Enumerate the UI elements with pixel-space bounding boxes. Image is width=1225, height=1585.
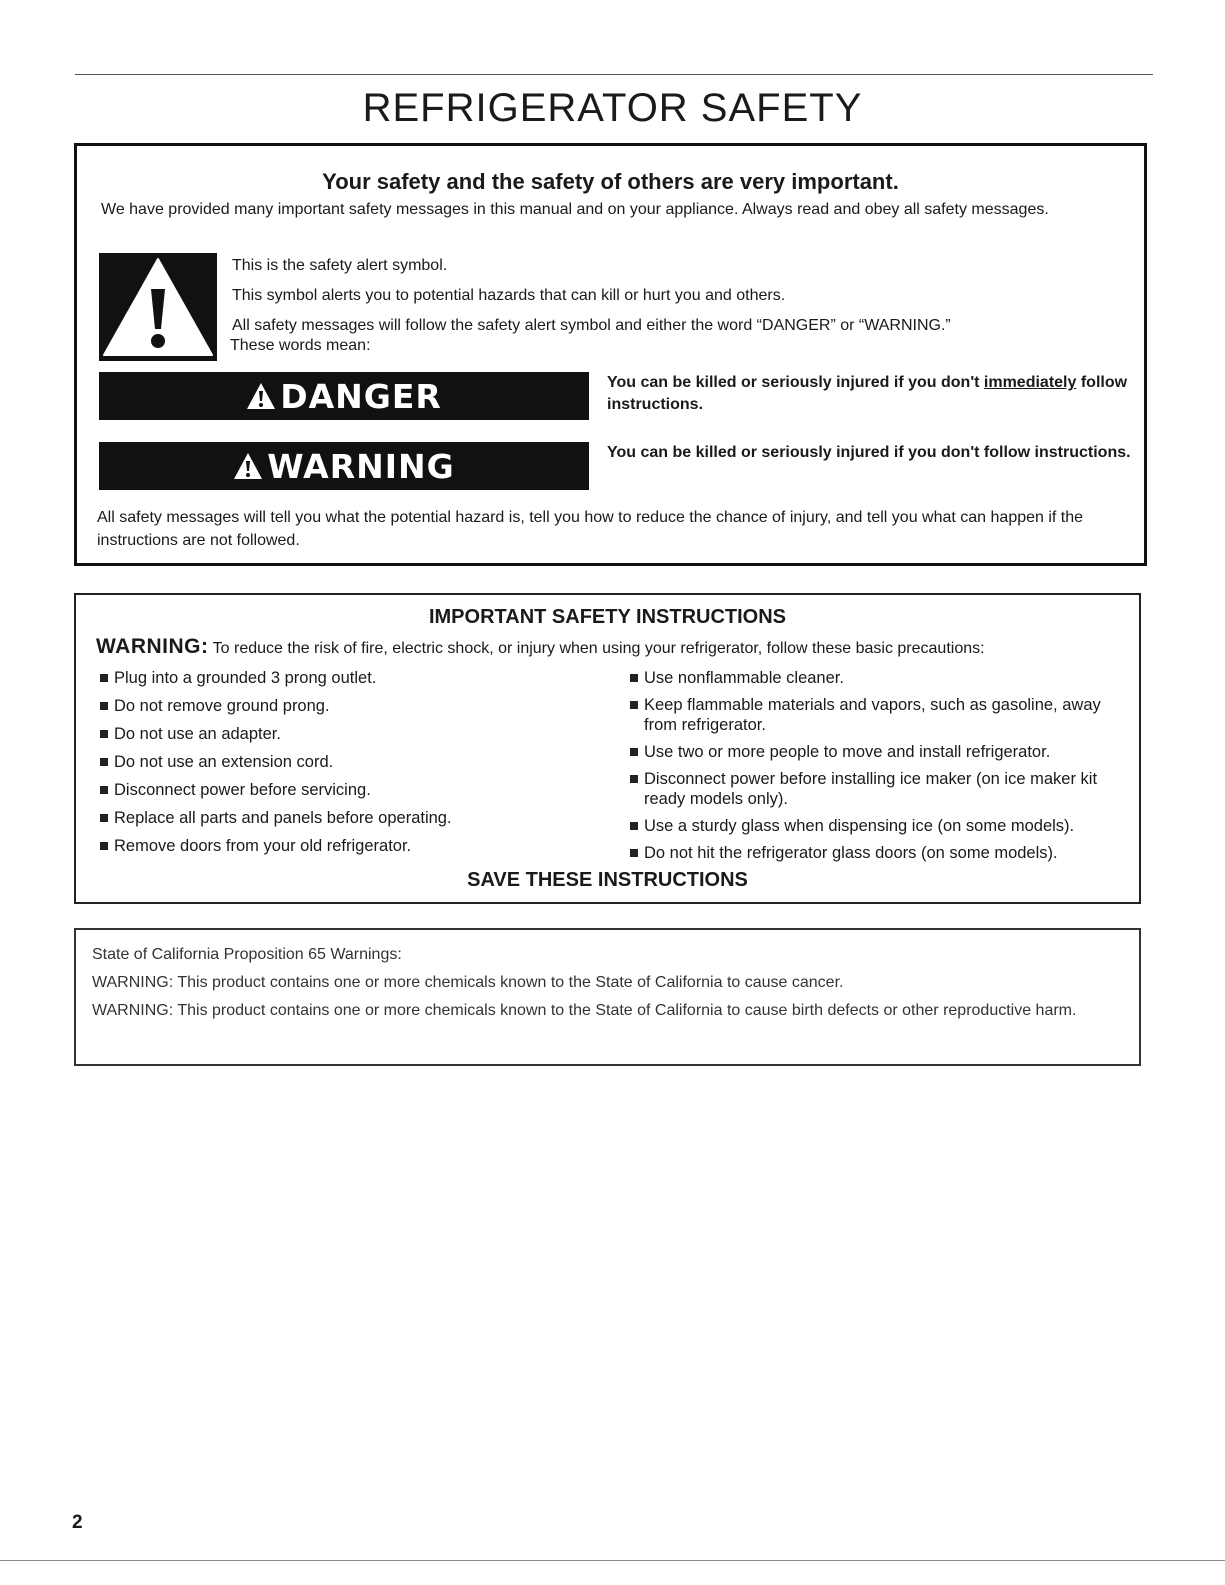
warning-word: WARNING: [96,635,209,658]
prop65-title: State of California Proposition 65 Warnings: [92,946,402,963]
list-item-text: Do not use an adapter. [114,725,281,743]
alert-line: This is the safety alert symbol. [232,257,448,274]
alert-line: This symbol alerts you to potential hazards that can kill or hurt you and others. [232,287,786,304]
danger-desc-emphasis: immediately [983,374,1077,391]
prop65-warning-reproductive: WARNING: This product contains one or more chemicals known to the State of California to cause birth defects or other reproductive harm. [92,1002,1077,1019]
list-item [628,695,1128,735]
page-title: REFRIGERATOR SAFETY [362,86,863,130]
safety-outro: All safety messages will tell you what the potential hazard is, tell you how to reduce the chance of injury, and tell you what can happen if the instructions are not followed. [97,509,1084,549]
alert-line: These words mean: [230,337,371,354]
warning-label: WARNING [267,446,455,486]
bullet-icon [100,814,108,822]
bullet-icon [100,842,108,850]
list-item [628,769,1128,809]
warning-text: To reduce the risk of fire, electric shock, or injury when using your refrigerator, follow these basic precautions: [208,640,985,657]
list-item-text: Use nonflammable cleaner. [644,669,844,687]
list-item-text: Replace all parts and panels before operating. [114,809,452,827]
list-item-text: Remove doors from your old refrigerator. [114,837,412,855]
danger-signal-bar [99,372,589,420]
warning-triangle-icon [233,452,263,480]
prop65-warning-box [74,928,1141,1066]
bullet-icon [630,701,638,709]
page-number: 2 [72,1512,83,1533]
safety-intro: We have provided many important safety messages in this manual and on your appliance. Always read and obey all safety messages. [101,201,1049,218]
list-item-text: Do not use an extension cord. [114,753,334,771]
important-instructions-box [74,593,1141,904]
list-item-text: Use a sturdy glass when dispensing ice (on some models). [644,817,1075,835]
bullet-icon [630,674,638,682]
list-item [98,696,598,716]
list-item-text: Keep flammable materials and vapors, such as gasoline, away from refrigerator. [644,696,1101,734]
list-item [98,752,598,772]
bullet-icon [100,674,108,682]
bullet-icon [630,849,638,857]
list-item [98,668,598,688]
list-item-text: Disconnect power before servicing. [114,781,371,799]
danger-description [607,372,1137,416]
danger-desc-text-end: follow instructions. [607,374,1128,413]
safety-heading: Your safety and the safety of others are very important. [322,169,899,194]
alert-symbol-explanation [232,256,1132,366]
list-item [628,816,1128,836]
prop65-warning-cancer: WARNING: This product contains one or more chemicals known to the State of California to cause cancer. [92,974,844,991]
top-rule [75,74,1153,75]
safety-alert-symbol-icon [99,253,217,361]
list-item [98,724,598,744]
safety-alert-box [74,143,1147,566]
warning-signal-bar [99,442,589,490]
bullet-icon [630,775,638,783]
bullet-icon [100,758,108,766]
bottom-rule [0,1560,1225,1561]
list-item-text: Disconnect power before installing ice maker (on ice maker kit ready models only). [644,770,1098,808]
warning-triangle-icon [246,382,276,410]
bullet-icon [100,730,108,738]
bullet-icon [630,822,638,830]
list-item-text: Use two or more people to move and install refrigerator. [644,743,1051,761]
warning-description: You can be killed or seriously injured if you don't follow instructions. [607,444,1131,461]
list-item [98,808,598,828]
bullet-icon [100,702,108,710]
danger-label: DANGER [280,376,442,416]
list-item [98,836,598,856]
instructions-heading: IMPORTANT SAFETY INSTRUCTIONS [428,606,787,628]
list-item [98,780,598,800]
list-item-text: Do not remove ground prong. [114,697,330,715]
save-instructions-heading: SAVE THESE INSTRUCTIONS [467,869,748,891]
danger-desc-text: You can be killed or seriously injured if you don't [607,374,984,391]
alert-line: All safety messages will follow the safety alert symbol and either the word “DANGER” or “WARNING.” [232,317,951,334]
list-item [628,843,1128,863]
precautions-right-list [628,668,1128,870]
list-item-text: Plug into a grounded 3 prong outlet. [114,669,377,687]
list-item [628,668,1128,688]
instructions-warning [96,635,1136,659]
list-item [628,742,1128,762]
precautions-left-list [98,668,598,864]
bullet-icon [630,748,638,756]
list-item-text: Do not hit the refrigerator glass doors (on some models). [644,844,1058,862]
bullet-icon [100,786,108,794]
